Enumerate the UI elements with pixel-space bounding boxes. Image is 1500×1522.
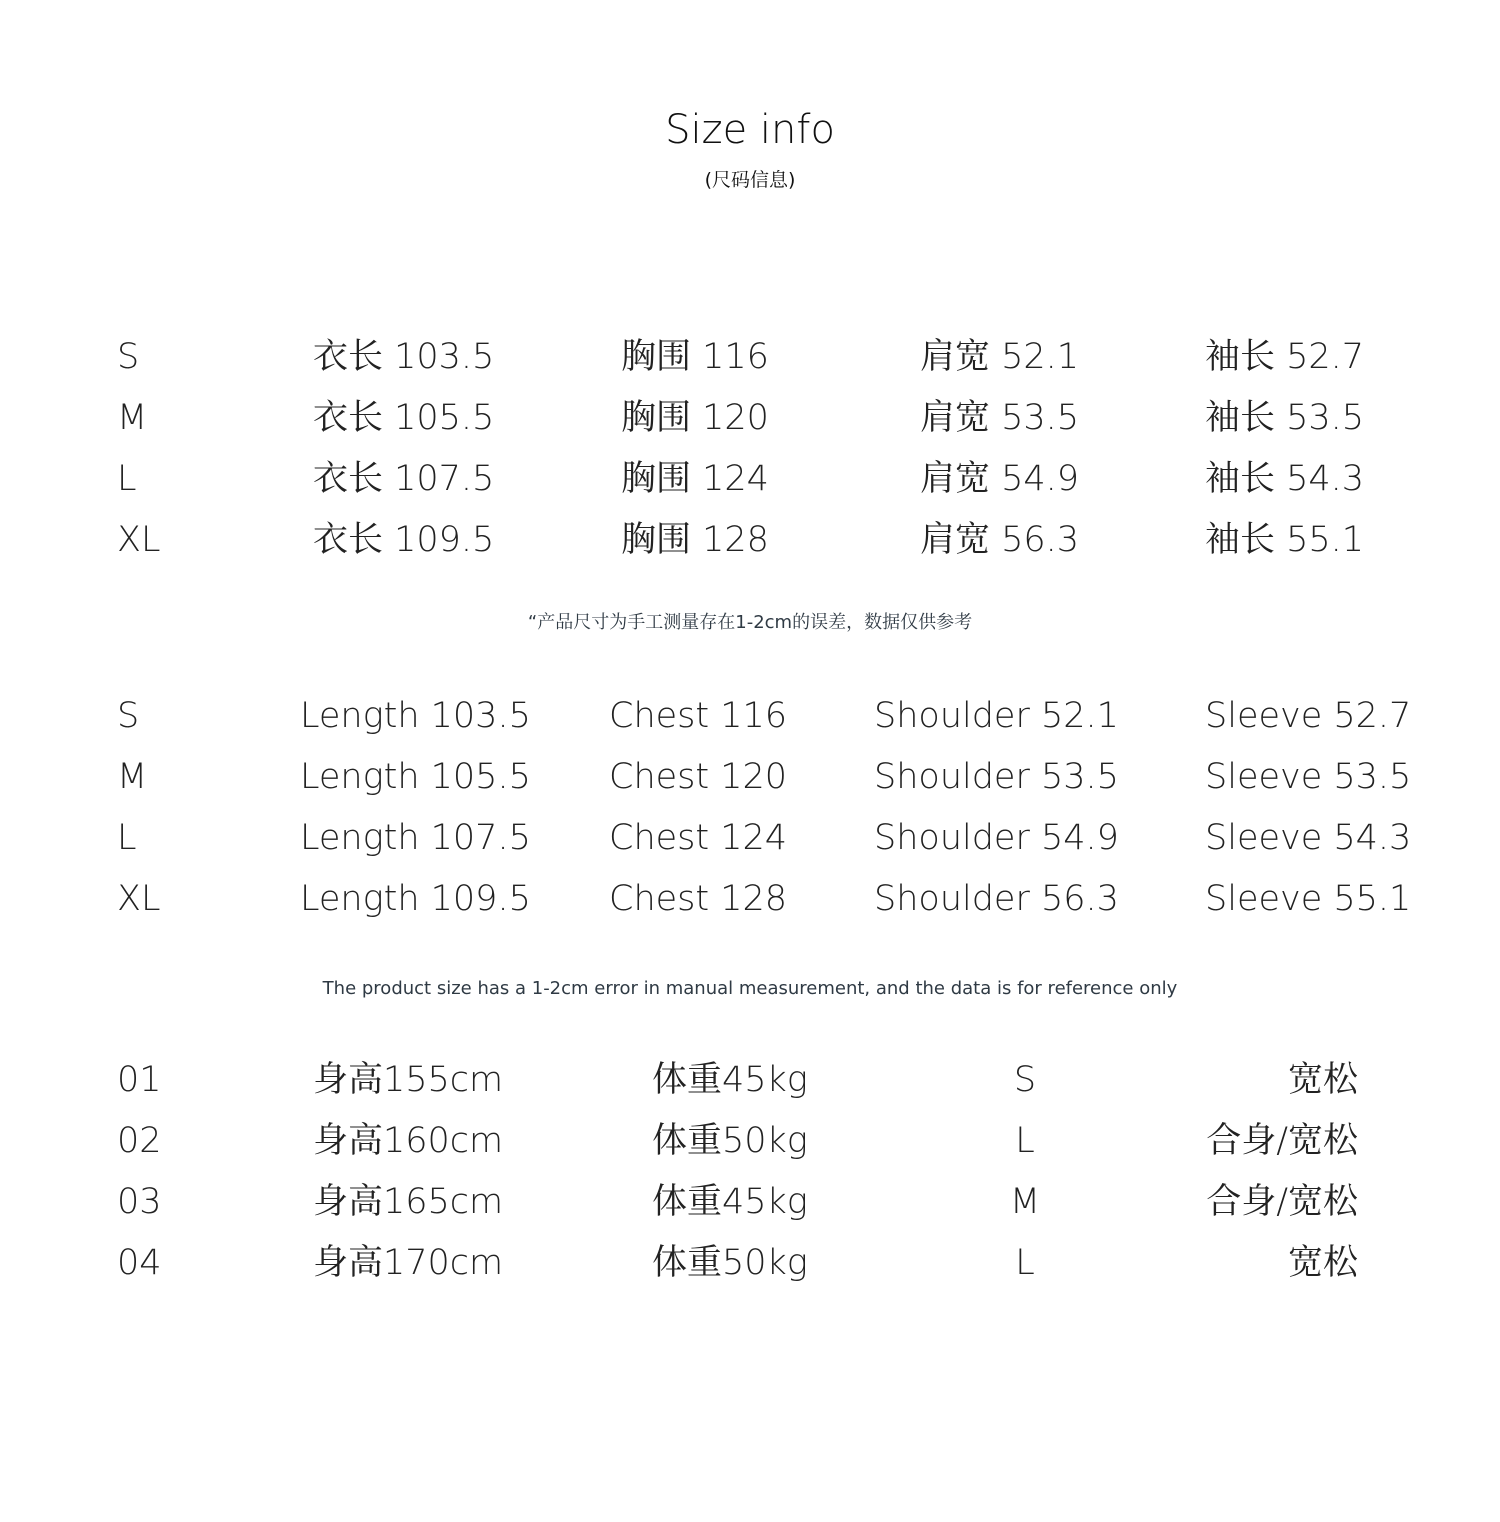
model-height: 身高160cm: [313, 1121, 504, 1161]
sleeve-value: 袖长 54.3: [1205, 459, 1365, 499]
shoulder-value: 肩宽 52.1: [920, 337, 1080, 377]
table-row: [0, 1116, 1500, 1166]
length-value: 衣长 105.5: [313, 398, 495, 438]
sleeve-value: Sleeve 53.5: [1205, 757, 1412, 797]
length-value: 衣长 107.5: [313, 459, 495, 499]
table-row: [0, 813, 1500, 863]
model-size: L: [1015, 1121, 1035, 1161]
chest-value: 胸围 116: [621, 337, 769, 377]
length-value: Length 103.5: [300, 696, 531, 736]
size-label: M: [117, 757, 148, 797]
chest-value: 胸围 128: [621, 520, 769, 560]
page-title: Size info: [665, 107, 835, 153]
table-row: [0, 454, 1500, 504]
model-height: 身高165cm: [313, 1182, 504, 1222]
length-value: 衣长 109.5: [313, 520, 495, 560]
model-fit: 宽松: [1287, 1060, 1358, 1100]
chest-value: Chest 120: [609, 757, 788, 797]
shoulder-value: Shoulder 52.1: [874, 696, 1119, 736]
shoulder-value: Shoulder 54.9: [874, 818, 1119, 858]
model-weight: 体重45kg: [652, 1182, 808, 1222]
length-value: 衣长 103.5: [313, 337, 495, 377]
model-fit: 合身/宽松: [1206, 1121, 1358, 1161]
chest-value: 胸围 124: [621, 459, 769, 499]
sleeve-value: 袖长 53.5: [1205, 398, 1365, 438]
sleeve-value: Sleeve 54.3: [1205, 818, 1412, 858]
model-height: 身高170cm: [313, 1243, 504, 1283]
table-row: [0, 874, 1500, 924]
size-label: XL: [117, 520, 161, 560]
table-row: [0, 1238, 1500, 1288]
shoulder-value: Shoulder 53.5: [874, 757, 1119, 797]
table-row: [0, 1055, 1500, 1105]
table-row: [0, 393, 1500, 443]
model-weight: 体重50kg: [652, 1243, 808, 1283]
measurement-note-en: The product size has a 1-2cm error in manual measurement, and the data is for reference only: [322, 978, 1178, 999]
model-weight: 体重45kg: [652, 1060, 808, 1100]
table-row: [0, 691, 1500, 741]
size-label: XL: [117, 879, 161, 919]
length-value: Length 109.5: [300, 879, 531, 919]
model-weight: 体重50kg: [652, 1121, 808, 1161]
table-row: [0, 752, 1500, 802]
model-fit: 合身/宽松: [1206, 1182, 1358, 1222]
model-size: M: [1009, 1182, 1041, 1222]
sleeve-value: Sleeve 52.7: [1205, 696, 1412, 736]
table-row: [0, 515, 1500, 565]
size-label: L: [117, 459, 137, 499]
size-label: S: [117, 696, 140, 736]
page-subtitle: (尺码信息): [704, 169, 796, 191]
model-size: S: [1013, 1060, 1037, 1100]
chest-value: Chest 124: [609, 818, 788, 858]
chest-value: Chest 116: [609, 696, 788, 736]
model-id: 01: [117, 1060, 162, 1100]
chest-value: 胸围 120: [621, 398, 769, 438]
model-id: 04: [117, 1243, 162, 1283]
model-id: 02: [117, 1121, 162, 1161]
shoulder-value: 肩宽 54.9: [920, 459, 1080, 499]
table-row: [0, 332, 1500, 382]
length-value: Length 107.5: [300, 818, 531, 858]
model-id: 03: [117, 1182, 162, 1222]
shoulder-value: 肩宽 56.3: [920, 520, 1080, 560]
sleeve-value: 袖长 55.1: [1205, 520, 1365, 560]
model-height: 身高155cm: [313, 1060, 504, 1100]
chest-value: Chest 128: [609, 879, 788, 919]
shoulder-value: 肩宽 53.5: [920, 398, 1080, 438]
model-size: L: [1015, 1243, 1035, 1283]
measurement-note-cn: “产品尺寸为手工测量存在1-2cm的误差，数据仅供参考: [527, 612, 973, 633]
length-value: Length 105.5: [300, 757, 531, 797]
sleeve-value: Sleeve 55.1: [1205, 879, 1412, 919]
shoulder-value: Shoulder 56.3: [874, 879, 1119, 919]
size-label: L: [117, 818, 137, 858]
size-label: S: [117, 337, 140, 377]
table-row: [0, 1177, 1500, 1227]
size-label: M: [117, 398, 148, 438]
model-fit: 宽松: [1287, 1243, 1358, 1283]
sleeve-value: 袖长 52.7: [1205, 337, 1365, 377]
